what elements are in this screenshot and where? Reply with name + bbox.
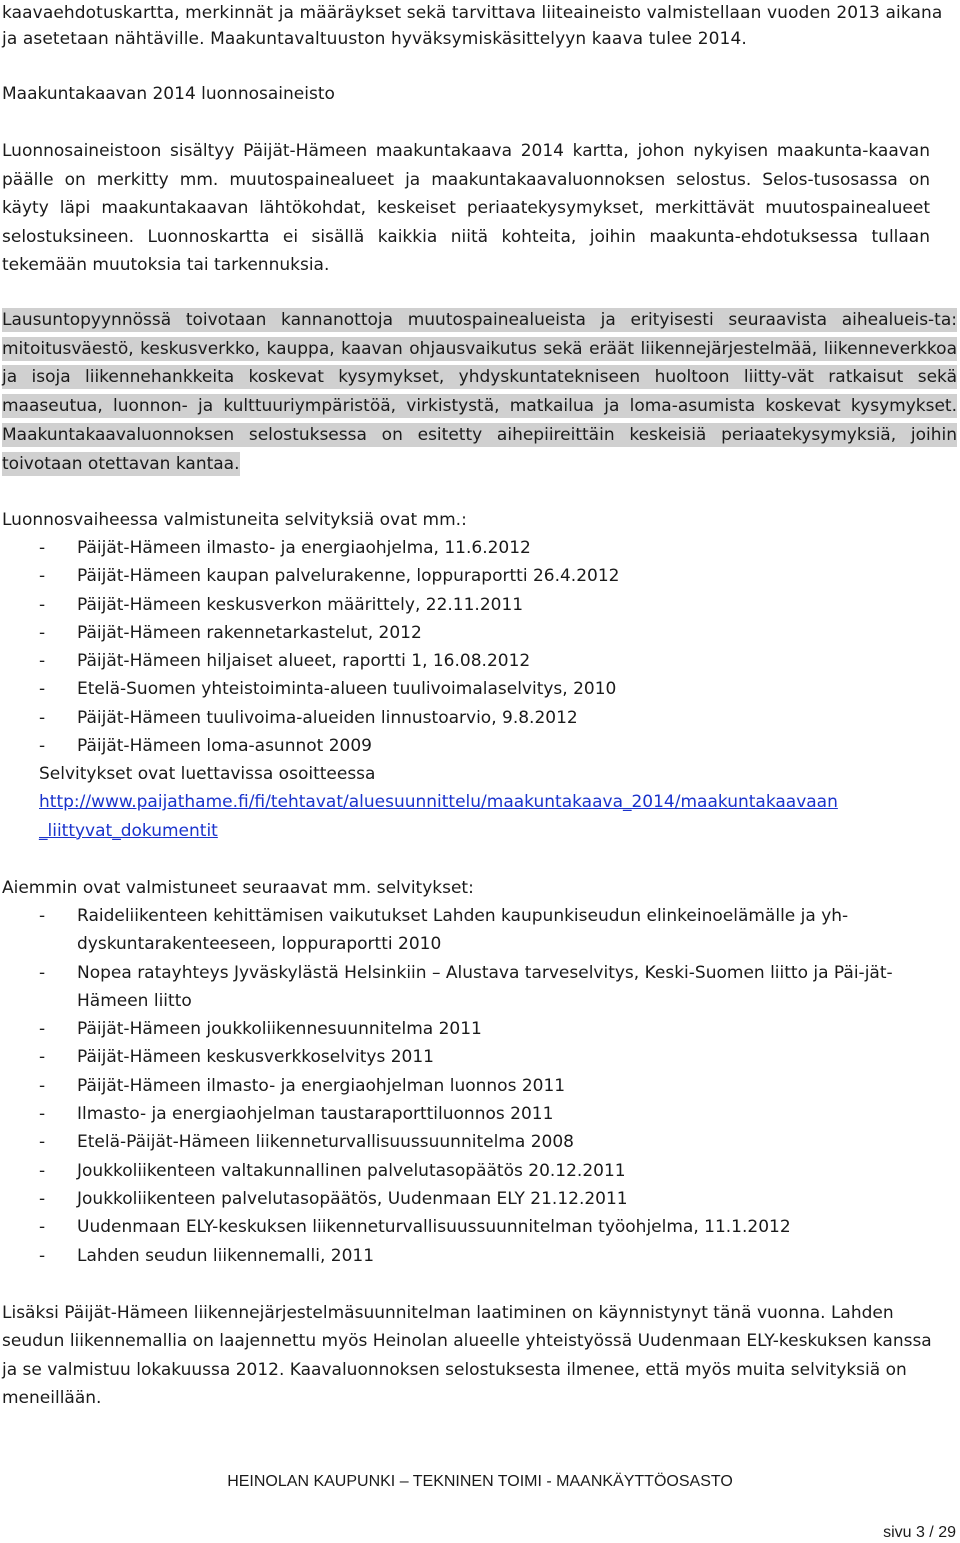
documents-link[interactable]: [39, 792, 838, 840]
documents-link-line-2: _liittyvat_dokumentit: [39, 820, 218, 841]
list-item: - Ilmasto- ja energiaohjelman taustaraporttiluonnos 2011: [39, 1104, 554, 1125]
list-item: - Joukkoliikenteen palvelutasopäätös, Uudenmaan ELY 21.12.2011: [39, 1188, 628, 1209]
list-item: - Päijät-Hämeen kaupan palvelurakenne, loppuraportti 26.4.2012: [39, 566, 620, 587]
list-item: - Nopea ratayhteys Jyväskylästä Helsinkiin – Alustava tarveselvitys, Keski-Suomen liitto ja Päi-jät-Hämeen liitto: [39, 962, 893, 1011]
highlighted-paragraph: [2, 306, 957, 478]
availability-text: Selvitykset ovat luettavissa osoitteessa: [39, 764, 376, 784]
highlighted-text: Lausuntopyynnössä toivotaan kannanottoja muutospainealueista ja erityisesti seuraavista aihealueis-ta: mitoitusväestö, keskusverkko, kauppa, kaavan ohjausvaikutus sekä eräät liikennejärjestelmää, liikenneverkkoa ja isoja liikennehankkeita koskevat kysymykset, yhdyskuntatekniseen huoltoon liitty-vät ratkaisut sekä maaseutua, luonnon- ja kulttuuriympäristöä, virkistystä, matkailua ja loma-asumista koskevat kysymykset. Maakuntakaavaluonnoksen selostuksessa on esitetty aihepiireittäin keskeisiä periaatekysymyksiä, joihin toivotaan otettavan kantaa.: [2, 310, 957, 474]
list-item: - Päijät-Hämeen ilmasto- ja energiaohjelman luonnos 2011: [39, 1075, 566, 1096]
page-footer: HEINOLAN KAUPUNKI – TEKNINEN TOIMI - MAANKÄYTTÖOSASTO: [227, 1473, 733, 1490]
list-item: - Päijät-Hämeen joukkoliikennesuunnitelma 2011: [39, 1019, 482, 1040]
list-item: - Päijät-Hämeen tuulivoima-alueiden linnustoarvio, 9.8.2012: [39, 707, 578, 728]
luonnos-studies-list: [2, 534, 942, 760]
list-item: - Päijät-Hämeen rakennetarkastelut, 2012: [39, 622, 422, 643]
intro-paragraph: kaavaehdotuskartta, merkinnät ja määräykset sekä tarvittava liiteaineisto valmistellaan vuoden 2013 aikana ja asetetaan nähtäville. Maakuntavaltuuston hyväksymiskäsittelyyn kaava tulee 2014.: [2, 3, 943, 49]
list-item: - Päijät-Hämeen loma-asunnot 2009: [39, 736, 372, 757]
list-item: - Päijät-Hämeen ilmasto- ja energiaohjelma, 11.6.2012: [39, 538, 531, 558]
list-item: - Päijät-Hämeen keskusverkkoselvitys 2011: [39, 1047, 434, 1068]
aiemmin-studies-intro: Aiemmin ovat valmistuneet seuraavat mm. selvitykset:: [2, 878, 474, 898]
list-item: - Etelä-Päijät-Hämeen liikenneturvallisuussuunnitelma 2008: [39, 1132, 574, 1153]
aiemmin-studies-list: [2, 902, 942, 1270]
documents-link-line-1: http://www.paijathame.fi/fi/tehtavat/aluesuunnittelu/maakuntakaava_2014/maakuntakaavaan: [39, 792, 838, 813]
availability-note: [39, 760, 954, 845]
closing-paragraph: Lisäksi Päijät-Hämeen liikennejärjestelmäsuunnitelman laatiminen on käynnistynyt tänä vuonna. Lahden seudun liikennemallia on laajennettu myös Heinolan alueelle yhteistyössä Uudenmaan ELY-keskuksen kanssa ja se valmistuu lokakuussa 2012. Kaavaluonnoksen selostuksesta ilmenee, että myös muita selvityksiä on meneillään.: [2, 1303, 932, 1408]
list-item: - Etelä-Suomen yhteistoiminta-alueen tuulivoimalaselvitys, 2010: [39, 679, 617, 700]
list-item: - Lahden seudun liikennemalli, 2011: [39, 1245, 375, 1266]
list-item: - Joukkoliikenteen valtakunnallinen palvelutasopäätös 20.12.2011: [39, 1160, 626, 1181]
list-item: - Päijät-Hämeen hiljaiset alueet, raportti 1, 16.08.2012: [39, 651, 531, 672]
luonnos-studies-intro: Luonnosvaiheessa valmistuneita selvityksiä ovat mm.:: [2, 510, 467, 530]
list-item: - Uudenmaan ELY-keskuksen liikenneturvallisuussuunnitelman työohjelma, 11.1.2012: [39, 1217, 791, 1238]
list-item: - Raideliikenteen kehittämisen vaikutukset Lahden kaupunkiseudun elinkeinoelämälle ja yh-dyskuntarakenteeseen, loppuraportti 2010: [39, 906, 849, 955]
page-number: sivu 3 / 29: [883, 1524, 956, 1541]
section-heading: Maakuntakaavan 2014 luonnosaineisto: [2, 84, 335, 104]
luonnosaineisto-paragraph: Luonnosaineistoon sisältyy Päijät-Hämeen maakuntakaava 2014 kartta, johon nykyisen maakunta-kaavan päälle on merkitty mm. muutospainealueet ja maakuntakaavaluonnoksen selostus. Selos-tusosassa on käyty läpi maakuntakaavan lähtökohdat, keskeiset periaatekysymykset, merkittävät muutospainealueet selostuksineen. Luonnoskartta ei sisällä kaikkia niitä kohteita, joihin maakunta-ehdotuksessa tullaan tekemään muutoksia tai tarkennuksia.: [2, 141, 930, 276]
list-item: - Päijät-Hämeen keskusverkon määrittely, 22.11.2011: [39, 594, 524, 615]
